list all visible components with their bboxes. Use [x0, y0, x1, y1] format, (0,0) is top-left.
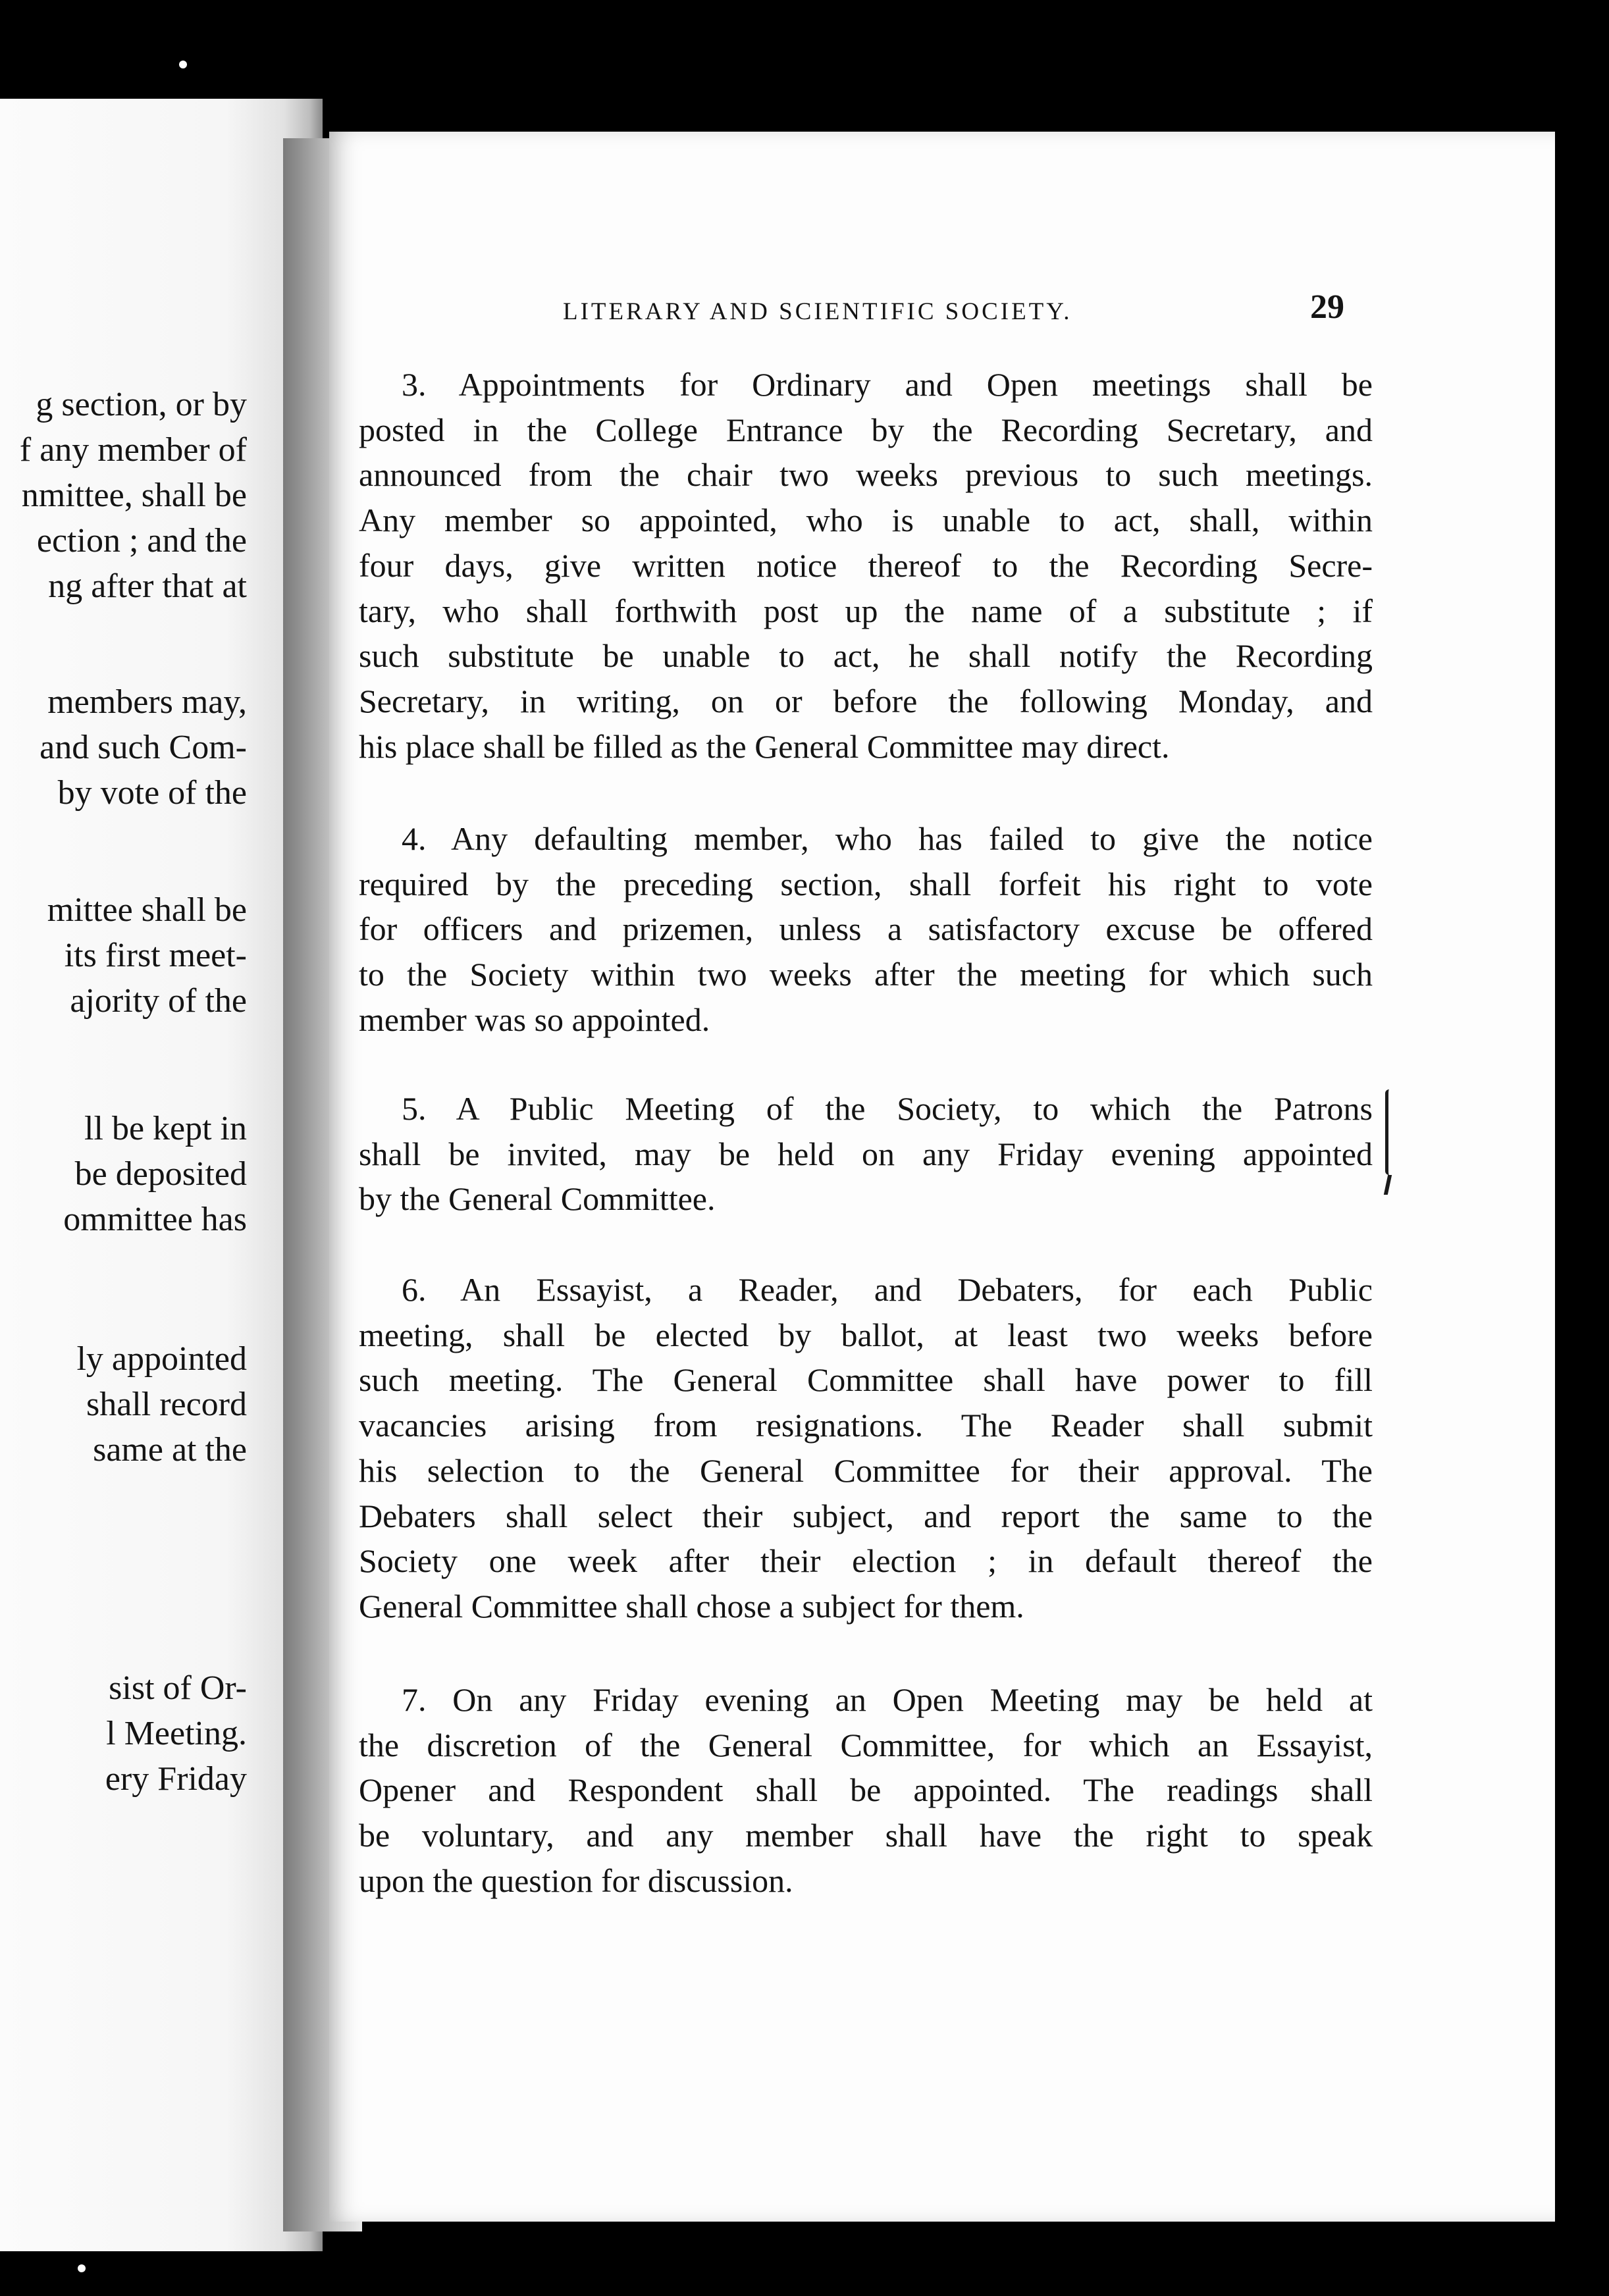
- text-line: meeting, shall be elected by ballot, at least two weeks before: [359, 1316, 1373, 1353]
- text-line: ery Friday: [105, 1760, 247, 1798]
- text-line: General Committee shall chose a subject for them.: [359, 1587, 1024, 1625]
- text-line: required by the preceding section, shall forfeit his right to vote: [359, 865, 1373, 902]
- text-line: be voluntary, and any member shall have the right to speak: [359, 1817, 1373, 1854]
- text-line: by the General Committee.: [359, 1180, 716, 1218]
- text-line: 6. An Essayist, a Reader, and Debaters, for each Public: [402, 1271, 1373, 1308]
- text-line: Society one week after their election ; in default thereof the: [359, 1542, 1373, 1580]
- text-line: posted in the College Entrance by the Recording Secretary, and: [359, 411, 1373, 448]
- left-fragment: [0, 679, 247, 816]
- page-number: 29: [1310, 288, 1344, 326]
- running-head: LITERARY AND SCIENTIFIC SOCIETY.: [563, 298, 1072, 325]
- text-line: ng after that at: [48, 567, 247, 605]
- text-line: 4. Any defaulting member, who has failed to give the notice: [402, 820, 1373, 857]
- text-line: Debaters shall select their subject, and report the same to the: [359, 1497, 1373, 1534]
- text-line: by vote of the: [57, 774, 247, 812]
- scan-speck: [179, 61, 187, 68]
- text-line: four days, give written notice thereof to the Recording Secre-: [359, 546, 1373, 584]
- text-line: vacancies arising from resignations. The Reader shall submit: [359, 1407, 1373, 1444]
- left-page: [0, 99, 323, 2251]
- text-line: ll be kept in: [84, 1110, 247, 1147]
- text-line: Opener and Respondent shall be appointed. The readings shall: [359, 1771, 1373, 1809]
- left-fragment: [0, 1336, 247, 1473]
- left-fragment: [0, 1106, 247, 1242]
- text-line: such meeting. The General Committee shall have power to fill: [359, 1361, 1373, 1399]
- text-line: his selection to the General Committee for their approval. The: [359, 1451, 1373, 1489]
- text-line: such substitute be unable to act, he shall notify the Recording: [359, 637, 1373, 675]
- text-line: upon the question for discussion.: [359, 1862, 793, 1899]
- text-line: be deposited: [74, 1155, 247, 1193]
- section-6-paragraph: [359, 1267, 1373, 1629]
- text-line: f any member of: [19, 431, 247, 469]
- text-line: the discretion of the General Committee, for which an Essayist,: [359, 1726, 1373, 1763]
- left-fragment: [0, 382, 247, 609]
- section-4-paragraph: [359, 816, 1373, 1043]
- text-line: sist of Or-: [109, 1669, 247, 1707]
- text-line: to the Society within two weeks after the meeting for which such: [359, 956, 1373, 993]
- text-line: 5. A Public Meeting of the Society, to which the Patrons: [402, 1090, 1373, 1127]
- section-5-paragraph: [359, 1086, 1373, 1222]
- text-line: Secretary, in writing, on or before the following Monday, and: [359, 682, 1373, 719]
- text-line: g section, or by: [36, 386, 247, 423]
- text-line: and such Com-: [40, 729, 247, 766]
- text-line: mittee shall be: [47, 891, 247, 929]
- scan-speck: [78, 2264, 86, 2272]
- text-line: its first meet-: [64, 937, 247, 974]
- text-line: members may,: [47, 683, 247, 721]
- text-line: same at the: [93, 1431, 247, 1469]
- text-line: announced from the chair two weeks previous to such meetings.: [359, 456, 1373, 494]
- text-line: ly appointed: [76, 1340, 247, 1378]
- text-line: for officers and prizemen, unless a satisfactory excuse be offered: [359, 910, 1373, 948]
- text-line: shall be invited, may be held on any Friday evening appointed: [359, 1135, 1373, 1172]
- text-line: ajority of the: [70, 982, 247, 1020]
- text-line: 3. Appointments for Ordinary and Open meetings shall be: [402, 366, 1373, 403]
- text-line: ection ; and the: [36, 522, 247, 560]
- text-line: l Meeting.: [106, 1715, 247, 1752]
- text-line: ommittee has: [63, 1201, 247, 1238]
- text-line: nmittee, shall be: [21, 477, 247, 514]
- left-fragment: [0, 887, 247, 1024]
- text-line: shall record: [86, 1386, 247, 1423]
- section-3-paragraph: [359, 362, 1373, 769]
- text-line: tary, who shall forthwith post up the name of a substitute ; if: [359, 592, 1373, 629]
- left-fragment: [0, 1665, 247, 1802]
- text-line: his place shall be filled as the General Committee may direct.: [359, 727, 1170, 765]
- text-line: Any member so appointed, who is unable to act, shall, within: [359, 502, 1373, 539]
- margin-bracket-mark: [1385, 1089, 1399, 1175]
- text-line: member was so appointed.: [359, 1001, 710, 1038]
- section-7-paragraph: [359, 1677, 1373, 1904]
- text-line: 7. On any Friday evening an Open Meeting may be held at: [402, 1681, 1373, 1718]
